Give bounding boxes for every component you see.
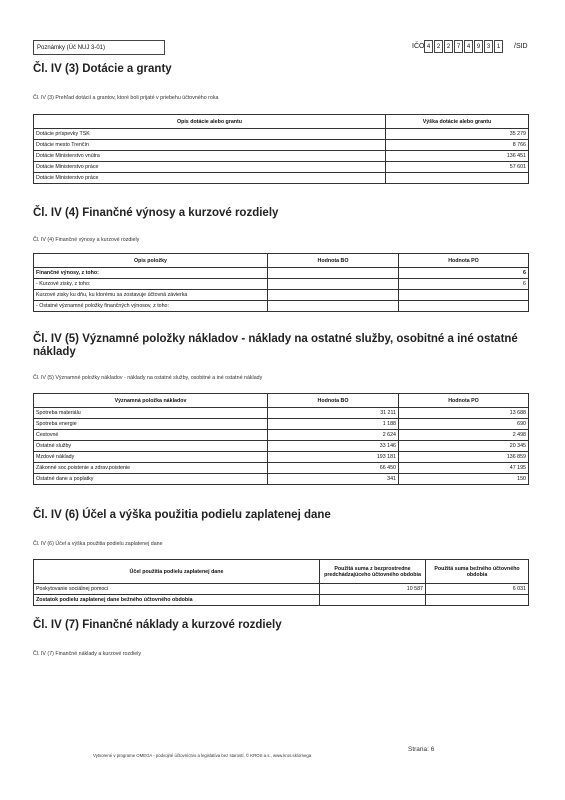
row-po: 6 (399, 279, 529, 290)
row-label: Dotácie Ministerstvo vnútra (34, 151, 386, 162)
tax-share-table (33, 559, 529, 606)
col-header: Použitá suma z bezprostredne predchádzajúceho účtovného obdobia (320, 560, 426, 584)
section-title-financial-income: Čl. IV (4) Finančné výnosy a kurzové rozdiely (33, 207, 279, 219)
row-bo: 31 211 (268, 408, 399, 419)
col-header: Hodnota PO (399, 254, 529, 268)
section-subtitle-financial-costs: Čl. IV (7) Finančné náklady a kurzové rozdiely (33, 651, 142, 657)
row-po: 47 195 (399, 463, 529, 474)
row-po: 13 688 (399, 408, 529, 419)
table-row (34, 268, 529, 279)
table-row (34, 162, 529, 173)
row-bo: 341 (268, 474, 399, 485)
table-row (34, 173, 529, 184)
row-po: 20 345 (399, 441, 529, 452)
row-label: Poskytovanie sociálnej pomoci (34, 584, 320, 595)
row-bo (268, 268, 399, 279)
col-header: Hodnota BO (268, 394, 399, 408)
ico-digit: 3 (484, 40, 493, 53)
row-label: Dotácie mesto Trenčín (34, 140, 386, 151)
col-header: Významná položka nákladov (34, 394, 268, 408)
row-po: 6 (399, 268, 529, 279)
table-row (34, 419, 529, 430)
section-subtitle-cost-items: Čl. IV (5) Významné položky nákladov - náklady na ostatné služby, osobitné a iné ostatné náklady (33, 375, 263, 381)
ico-digit: 2 (444, 40, 453, 53)
row-label: Dotácie Ministerstvo práce (34, 173, 386, 184)
ico-label: IČO (412, 43, 425, 50)
row-label: Spotreba materiálu (34, 408, 268, 419)
row-label: Finančné výnosy, z toho: (34, 268, 268, 279)
row-label: - Kurzové zisky, z toho: (34, 279, 268, 290)
row-cur (426, 595, 529, 606)
table-row (34, 279, 529, 290)
row-bo (268, 301, 399, 312)
grants-table (33, 114, 529, 184)
row-bo: 1 188 (268, 419, 399, 430)
table-row (34, 441, 529, 452)
footer-text: Vytvorené v programe OMEGA - podvojné účtovníctvo a legislatíva bez starostí, © KROS a.s., www.kros.sk/omega (93, 753, 312, 758)
ico-digits (424, 40, 504, 53)
row-cur: 6 031 (426, 584, 529, 595)
row-po (399, 301, 529, 312)
row-label: Ostatné služby (34, 441, 268, 452)
row-bo: 33 146 (268, 441, 399, 452)
section-title-cost-items-cont: náklady (33, 346, 76, 358)
table-row (34, 140, 529, 151)
section-title-financial-costs: Čl. IV (7) Finančné náklady a kurzové rozdiely (33, 619, 282, 631)
page-number: Strana: 6 (408, 746, 435, 753)
section-title-tax-share: Čl. IV (6) Účel a výška použitia podielu zaplatenej dane (33, 509, 331, 521)
table-row (34, 430, 529, 441)
row-po: 136 859 (399, 452, 529, 463)
table-row (34, 151, 529, 162)
row-label: Dotácie Ministerstvo práce (34, 162, 386, 173)
ico-digit: 1 (494, 40, 503, 53)
table-row (34, 129, 529, 140)
row-label: Ostatné dane a poplatky (34, 474, 268, 485)
ico-digit: 2 (434, 40, 443, 53)
row-label: Kurzové zisky ku dňu, ku ktorému sa zostavuje účtovná závierka (34, 290, 268, 301)
section-title-cost-items: Čl. IV (5) Významné položky nákladov - náklady na ostatné služby, osobitné a iné ostatné (33, 333, 518, 345)
row-label: Dotácie príspevky TSK (34, 129, 386, 140)
col-header: Hodnota BO (268, 254, 399, 268)
col-header: Použitá suma bežného účtovného obdobia (426, 560, 529, 584)
ico-suffix: /SID (514, 43, 528, 50)
table-row (34, 452, 529, 463)
table-row (34, 290, 529, 301)
table-row (34, 595, 529, 606)
section-subtitle-grants: Čl. IV (3) Prehľad dotácií a grantov, ktoré boli prijaté v priebehu účtovného roka (33, 95, 219, 101)
row-po: 2 498 (399, 430, 529, 441)
row-label: Spotreba energie (34, 419, 268, 430)
row-bo: 2 624 (268, 430, 399, 441)
table-row (34, 408, 529, 419)
col-header: Opis položky (34, 254, 268, 268)
row-label: Mzdové náklady (34, 452, 268, 463)
row-prev (320, 595, 426, 606)
ico-digit: 9 (474, 40, 483, 53)
row-label: Zákonné soc.poistenie a zdrav.poistenie (34, 463, 268, 474)
cost-items-table (33, 393, 529, 485)
row-po (399, 290, 529, 301)
row-value: 35 279 (386, 129, 529, 140)
table-row (34, 301, 529, 312)
col-header: Účel použitia podielu zaplatenej dane (34, 560, 320, 584)
table-row (34, 463, 529, 474)
row-bo (268, 279, 399, 290)
financial-income-table (33, 253, 529, 312)
row-bo (268, 290, 399, 301)
ico-digit: 4 (424, 40, 433, 53)
section-title-grants: Čl. IV (3) Dotácie a granty (33, 63, 172, 75)
col-header: Výška dotácie alebo grantu (386, 115, 529, 129)
row-prev: 10 587 (320, 584, 426, 595)
row-label: Zostatok podielu zaplatenej dane bežného účtovného obdobia (34, 595, 320, 606)
row-label: Cestovné (34, 430, 268, 441)
row-value: 136 451 (386, 151, 529, 162)
row-value: 8 766 (386, 140, 529, 151)
row-bo: 66 450 (268, 463, 399, 474)
col-header: Opis dotácie alebo grantu (34, 115, 386, 129)
table-row (34, 584, 529, 595)
row-bo: 193 181 (268, 452, 399, 463)
row-label: - Ostatné významné položky finančných výnosov, z toho: (34, 301, 268, 312)
section-subtitle-tax-share: Čl. IV (6) Účel a výška použitia podielu zaplatenej dane (33, 541, 163, 547)
ico-digit: 7 (454, 40, 463, 53)
row-po: 150 (399, 474, 529, 485)
row-value: 57 601 (386, 162, 529, 173)
table-row (34, 474, 529, 485)
row-po: 690 (399, 419, 529, 430)
section-subtitle-financial-income: Čl. IV (4) Finančné výnosy a kurzové rozdiely (33, 237, 140, 243)
col-header: Hodnota PO (399, 394, 529, 408)
ico-digit: 4 (464, 40, 473, 53)
row-value (386, 173, 529, 184)
form-code-box: Poznámky (Úč NUJ 3-01) (33, 40, 165, 55)
